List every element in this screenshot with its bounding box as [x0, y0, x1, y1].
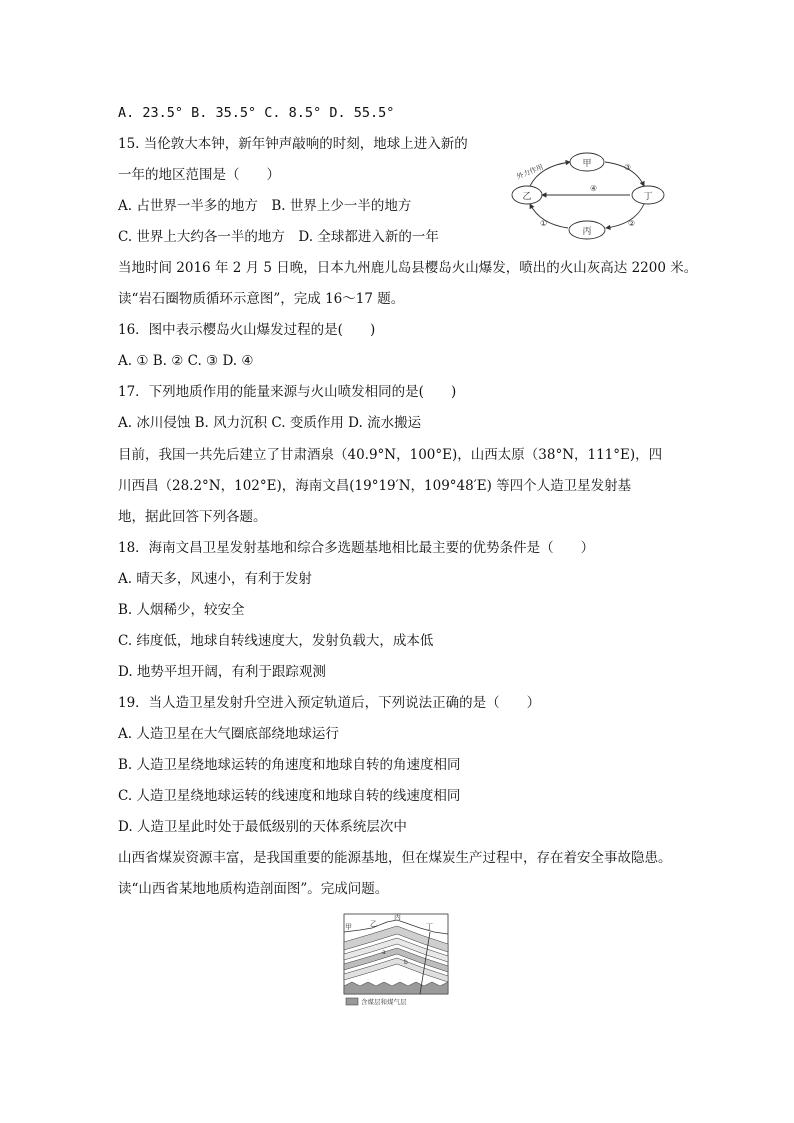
q15-options-ab: A. 占世界一半多的地方 B. 世界上少一半的地方 [118, 198, 412, 214]
rock-node-left: 乙 [522, 192, 532, 202]
intro-satellite-line2: 川西昌（28.2°N，102°E)，海南文昌(19°19′N，109°48′E) 等四个人造卫星发射基 [118, 478, 632, 494]
geo-label-bing: 丙 [394, 913, 401, 921]
q19-option-b: B. 人造卫星绕地球运转的角速度和地球自转的角速度相同 [118, 757, 461, 773]
rock-arrow-label: 外力作用 [515, 163, 545, 181]
rock-label-2: ② [628, 219, 636, 228]
intro-satellite-line3: 地，据此回答下列各题。 [118, 509, 267, 525]
q18-option-b: B. 人烟稀少，较安全 [118, 602, 245, 618]
geo-label-jia: 甲 [345, 923, 352, 931]
geo-label-a: a [382, 949, 386, 956]
rock-label-3: ③ [624, 163, 632, 172]
q19-option-d: D. 人造卫星此时处于最低级别的天体系统层次中 [118, 819, 407, 835]
q18-option-d: D. 地势平坦开阔，有利于跟踪观测 [118, 664, 326, 680]
q14-options: A. 23.5° B. 35.5° C. 8.5° D. 55.5° [118, 105, 395, 121]
q19-stem: 19．当人造卫星发射升空进入预定轨道后，下列说法正确的是（ ） [118, 695, 541, 711]
q18-option-c: C. 纬度低，地球自转线速度大，发射负载大，成本低 [118, 633, 434, 649]
intro-volcano-line1: 当地时间 2016 年 2 月 5 日晚，日本九州鹿儿岛县樱岛火山爆发，喷出的火山灰高达 2200 米。 [118, 260, 698, 276]
intro-volcano-line2: 读“岩石圈物质循环示意图”，完成 16～17 题。 [118, 291, 405, 307]
q15-stem-line1: 15. 当伦敦大本钟，新年钟声敲响的时刻，地球上进入新的 [118, 136, 468, 152]
rock-label-1: ① [540, 219, 548, 228]
q19-option-a: A. 人造卫星在大气圈底部绕地球运行 [118, 726, 339, 742]
q18-stem: 18．海南文昌卫星发射基地和综合多选题基地相比最主要的优势条件是（ ） [118, 540, 595, 556]
q15-options-cd: C. 世界上大约各一半的地方 D. 全球都进入新的一年 [118, 229, 439, 245]
geo-label-yi: 乙 [370, 920, 377, 928]
rock-cycle-diagram [510, 148, 670, 242]
q15-stem-line2: 一年的地区范围是（ ） [118, 167, 280, 183]
q19-option-c: C. 人造卫星绕地球运转的线速度和地球自转的线速度相同 [118, 788, 461, 804]
geologic-section-figure [342, 912, 450, 1008]
q16-stem: 16．图中表示樱岛火山爆发过程的是( ) [118, 322, 376, 338]
q17-options: A. 冰川侵蚀 B. 风力沉积 C. 变质作用 D. 流水搬运 [118, 415, 422, 431]
geo-legend-label: 含煤层和煤气层 [361, 998, 407, 1006]
q17-stem: 17．下列地质作用的能量来源与火山喷发相同的是( ) [118, 384, 457, 400]
geo-label-ding: 丁 [426, 923, 433, 931]
q18-option-a: A. 晴天多，风速小，有利于发射 [118, 571, 312, 587]
rock-label-4: ④ [590, 184, 598, 193]
geo-legend-swatch [346, 998, 358, 1005]
q16-options: A. ① B. ② C. ③ D. ④ [118, 353, 254, 369]
geo-label-b: b [404, 959, 408, 966]
rock-node-right: 丁 [643, 192, 653, 202]
rock-node-bottom: 丙 [582, 227, 592, 237]
intro-coal-line1: 山西省煤炭资源丰富，是我国重要的能源基地，但在煤炭生产过程中，存在着安全事故隐患。 [118, 850, 672, 866]
rock-node-top: 甲 [582, 159, 592, 169]
intro-satellite-line1: 目前，我国一共先后建立了甘肃酒泉（40.9°N，100°E)，山西太原（38°N，111°E)，四 [118, 447, 663, 463]
intro-coal-line2: 读“山西省某地地质构造剖面图”。完成问题。 [118, 881, 389, 897]
